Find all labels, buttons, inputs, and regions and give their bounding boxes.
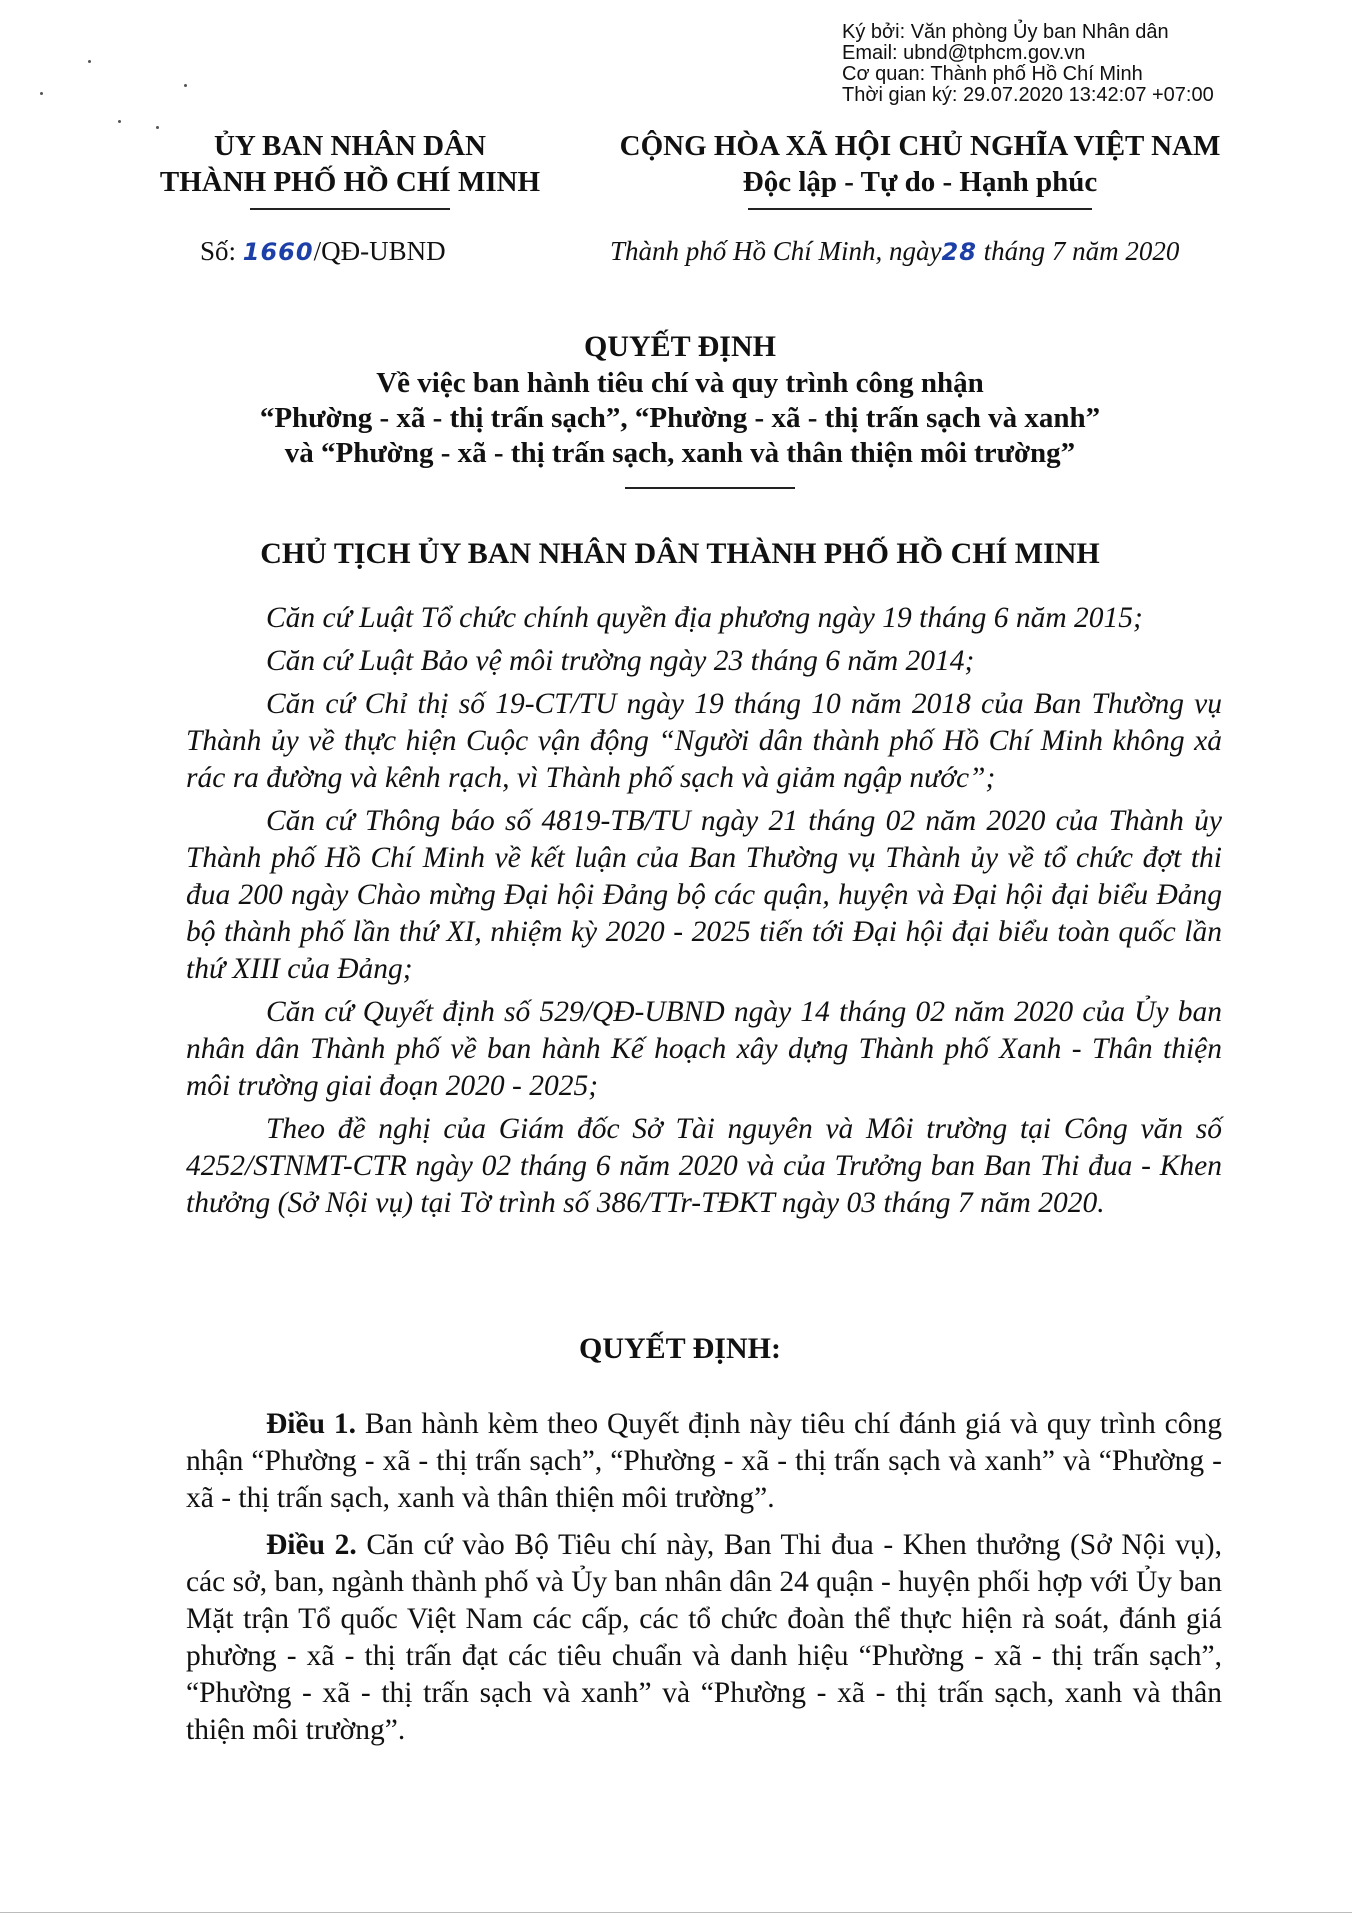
issuer-line-1: ỦY BAN NHÂN DÂN <box>213 130 486 162</box>
signature-signed-by: Ký bởi: Văn phòng Ủy ban Nhân dân <box>842 21 1169 43</box>
scan-speck <box>40 92 43 95</box>
subject-line-1: Về việc ban hành tiêu chí và quy trình công nhận <box>376 367 984 399</box>
date-prefix: Thành phố Hồ Chí Minh, ngày <box>610 236 942 266</box>
issuer-underline <box>250 208 450 210</box>
scan-bottom-edge <box>0 1912 1352 1913</box>
preamble <box>186 600 1222 1228</box>
signature-email: Email: ubnd@tphcm.gov.vn <box>842 42 1086 64</box>
nation-line-1: CỘNG HÒA XÃ HỘI CHỦ NGHĨA VIỆT NAM <box>619 130 1221 162</box>
issue-date <box>610 236 1179 267</box>
scan-speck <box>184 84 187 87</box>
handwritten-number: 1660 <box>242 238 314 266</box>
scan-speck <box>118 120 121 123</box>
article-text: Căn cứ vào Bộ Tiêu chí này, Ban Thi đua - Khen thưởng (Sở Nội vụ), các sở, ban, ngành thành phố và Ủy ban nhân dân 24 quận - huyện phối hợp với Ủy ban Mặt trận Tổ quốc Việt Nam các cấp, các tổ chức đoàn thể thực hiện rà soát, đánh giá phường - xã - thị trấn đạt các tiêu chuẩn và danh hiệu “Phường - xã - thị trấn sạch”, “Phường - xã - thị trấn sạch và xanh” và “Phường - xã - thị trấn sạch, xanh và thân thiện môi trường”. <box>186 1529 1222 1746</box>
subject-line-2: “Phường - xã - thị trấn sạch”, “Phường - xã - thị trấn sạch và xanh” <box>259 402 1101 434</box>
document-number-suffix: /QĐ-UBND <box>313 236 446 266</box>
national-header <box>590 128 1250 200</box>
motto-underline <box>748 208 1092 210</box>
article-label: Điều 2. <box>266 1529 357 1561</box>
signature-agency: Cơ quan: Thành phố Hồ Chí Minh <box>842 63 1143 85</box>
preamble-paragraph: Theo đề nghị của Giám đốc Sở Tài nguyên và Môi trường tại Công văn số 4252/STNMT-CTR ngày 02 tháng 6 năm 2020 và của Trưởng ban Ban Thi đua - Khen thưởng (Sở Nội vụ) tại Tờ trình số 386/TTr-TĐKT ngày 03 tháng 7 năm 2020. <box>186 1113 1222 1219</box>
subject-line-3: và “Phường - xã - thị trấn sạch, xanh và thân thiện môi trường” <box>284 437 1076 469</box>
articles <box>186 1406 1222 1759</box>
issuing-authority: CHỦ TỊCH ỦY BAN NHÂN DÂN THÀNH PHỐ HỒ CHÍ MINH <box>260 537 1100 570</box>
preamble-paragraph: Căn cứ Thông báo số 4819-TB/TU ngày 21 tháng 02 năm 2020 của Thành ủy Thành phố Hồ Chí Minh về kết luận của Ban Thường vụ Thành ủy về tổ chức đợt thi đua 200 ngày Chào mừng Đại hội Đảng bộ các quận, huyện và Đại hội đại biểu Đảng bộ thành phố lần thứ XI, nhiệm kỳ 2020 - 2025 tiến tới Đại hội đại biểu toàn quốc lần thứ XIII của Đảng; <box>186 805 1222 985</box>
article-2 <box>186 1527 1222 1749</box>
article-text: Ban hành kèm theo Quyết định này tiêu chí đánh giá và quy trình công nhận “Phường - xã - thị trấn sạch”, “Phường - xã - thị trấn sạch và xanh” và “Phường - xã - thị trấn sạch, xanh và thân thiện môi trường”. <box>186 1408 1222 1514</box>
document-number <box>200 236 446 267</box>
article-label: Điều 1. <box>266 1408 357 1440</box>
document-type: QUYẾT ĐỊNH <box>584 330 776 363</box>
signature-time: Thời gian ký: 29.07.2020 13:42:07 +07:00 <box>842 84 1214 106</box>
date-suffix: tháng 7 năm 2020 <box>983 236 1180 266</box>
handwritten-day: 28 <box>941 238 977 266</box>
preamble-paragraph: Căn cứ Chỉ thị số 19-CT/TU ngày 19 tháng 10 năm 2018 của Ban Thường vụ Thành ủy về thực hiện Cuộc vận động “Người dân thành phố Hồ Chí Minh không xả rác ra đường và kênh rạch, vì Thành phố sạch và giảm ngập nước”; <box>186 688 1222 794</box>
title-block <box>140 328 1220 471</box>
title-underline <box>625 487 795 489</box>
preamble-paragraph: Căn cứ Luật Bảo vệ môi trường ngày 23 tháng 6 năm 2014; <box>266 645 975 677</box>
document-number-prefix: Số: <box>200 236 237 266</box>
digital-signature-stamp <box>842 22 1322 106</box>
preamble-paragraph: Căn cứ Luật Tổ chức chính quyền địa phương ngày 19 tháng 6 năm 2015; <box>266 602 1143 634</box>
article-1 <box>186 1406 1222 1517</box>
scan-speck <box>88 60 91 63</box>
issuer-header <box>130 128 570 200</box>
nation-line-2: Độc lập - Tự do - Hạnh phúc <box>742 166 1098 198</box>
issuer-line-2: THÀNH PHỐ HỒ CHÍ MINH <box>159 166 541 198</box>
decision-heading: QUYẾT ĐỊNH: <box>579 1332 781 1365</box>
preamble-paragraph: Căn cứ Quyết định số 529/QĐ-UBND ngày 14 tháng 02 năm 2020 của Ủy ban nhân dân Thành phố về ban hành Kế hoạch xây dựng Thành phố Xanh - Thân thiện môi trường giai đoạn 2020 - 2025; <box>186 996 1222 1102</box>
